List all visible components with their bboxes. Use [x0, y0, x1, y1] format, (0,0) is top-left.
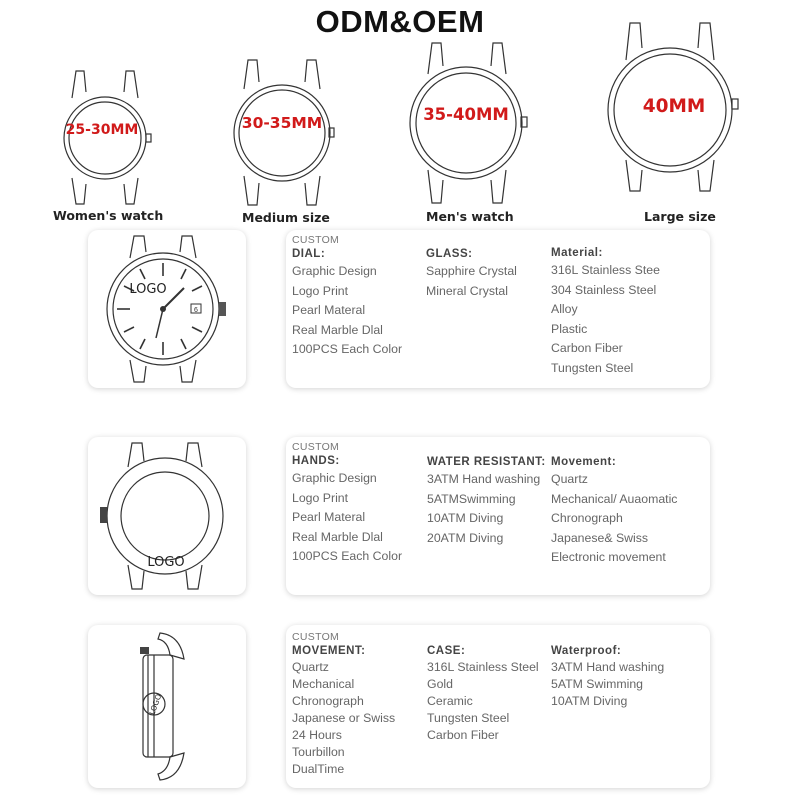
watch-outline-large: [600, 20, 750, 195]
hands-option: Logo Print: [292, 490, 349, 505]
movement-option: Quartz: [551, 472, 588, 486]
movement-custom-option: DualTime: [292, 762, 345, 776]
hands-image-card: [88, 437, 246, 595]
dial-column: [292, 234, 402, 360]
glass-heading: GLASS:: [426, 248, 473, 260]
movement-column: [551, 454, 677, 568]
dial-spec-card: [286, 230, 710, 388]
water-resistant-option: 10ATM Diving: [427, 511, 504, 525]
material-option: Alloy: [551, 302, 578, 316]
movement-option: Mechanical/ Auaomatic: [551, 491, 678, 506]
size-label-large: Large size: [644, 209, 716, 224]
water-resistant-option: 5ATMSwimming: [427, 491, 516, 506]
water-resistant-column: [427, 454, 546, 548]
material-option: Plastic: [551, 321, 588, 336]
watch-outline-men: [402, 38, 534, 208]
watch-case-illustration: [88, 437, 246, 595]
movement-custom-option: Japanese or Swiss: [292, 711, 396, 725]
size-range-large: 40MM: [642, 96, 706, 117]
side-logo-text: LOGO: [147, 692, 164, 717]
watch-side-illustration: [88, 625, 246, 788]
case-column: [427, 643, 539, 744]
movement-custom-option: Quartz: [292, 660, 329, 674]
glass-column: [426, 246, 517, 301]
hands-option: 100PCS Each Color: [292, 549, 403, 563]
waterproof-heading: Waterproof:: [551, 645, 622, 657]
hands-spec-card: [286, 437, 710, 595]
size-label-men: Men's watch: [426, 209, 514, 224]
dial-option: Real Marble Dlal: [292, 322, 383, 337]
size-range-medium: 30-35MM: [241, 114, 323, 132]
size-range-men: 35-40MM: [423, 105, 509, 124]
movement-image-card: [88, 625, 246, 788]
svg-text:6: 6: [194, 307, 198, 314]
glass-option: Mineral Crystal: [426, 283, 508, 298]
material-heading: Material:: [551, 247, 603, 259]
size-range-women: 25-30MM: [65, 122, 139, 138]
movement-custom-column: [292, 631, 395, 778]
movement-custom-option: Mechanical: [292, 677, 355, 691]
movement-option: Japanese& Swiss: [551, 530, 649, 545]
glass-option: Sapphire Crystal: [426, 264, 517, 278]
size-label-medium: Medium size: [242, 210, 330, 225]
size-label-women: Women's watch: [53, 208, 164, 223]
dial-logo-text: LOGO: [129, 282, 167, 297]
watch-outline-women: [50, 68, 160, 208]
case-logo-text: LOGO: [147, 555, 185, 570]
dial-option: 100PCS Each Color: [292, 342, 403, 356]
watch-dial-illustration: [88, 230, 246, 388]
dial-heading: DIAL:: [292, 248, 326, 260]
water-resistant-heading: WATER RESISTANT:: [427, 456, 546, 468]
material-option: 316L Stainless Stee: [551, 263, 660, 277]
movement-spec-card: [286, 625, 710, 788]
dial-custom-label: CUSTOM: [292, 234, 340, 246]
hands-column: [292, 441, 402, 567]
hands-custom-label: CUSTOM: [292, 441, 340, 453]
waterproof-option: 3ATM Hand washing: [551, 660, 665, 674]
material-column: [551, 245, 660, 378]
dial-option: Graphic Design: [292, 264, 377, 278]
material-option: 304 Stainless Steel: [551, 282, 657, 297]
movement-custom-option: Tourbillon: [292, 745, 345, 759]
waterproof-option: 5ATM Swimming: [551, 677, 644, 691]
hands-heading: HANDS:: [292, 455, 340, 467]
case-heading: CASE:: [427, 645, 466, 657]
case-option: 316L Stainless Steel: [427, 660, 539, 674]
material-option: Carbon Fiber: [551, 341, 623, 355]
page-title: ODM&OEM: [315, 4, 485, 39]
case-option: Ceramic: [427, 694, 473, 708]
dial-option: Pearl Materal: [292, 303, 366, 317]
watch-sizes-row: [0, 0, 800, 230]
hands-option: Pearl Materal: [292, 510, 366, 524]
movement-custom-label: CUSTOM: [292, 631, 340, 643]
waterproof-column: [551, 643, 664, 710]
water-resistant-option: 3ATM Hand washing: [427, 472, 541, 486]
dial-option: Logo Print: [292, 283, 349, 298]
movement-heading: Movement:: [551, 456, 617, 468]
case-option: Tungsten Steel: [427, 711, 510, 725]
movement-custom-option: Chronograph: [292, 694, 364, 708]
movement-option: Electronic movement: [551, 550, 666, 564]
dial-image-card: [88, 230, 246, 388]
watch-outline-medium: [222, 55, 342, 210]
movement-custom-option: 24 Hours: [292, 728, 342, 742]
material-option: Tungsten Steel: [551, 360, 634, 375]
hands-option: Graphic Design: [292, 471, 377, 485]
case-option: Gold: [427, 677, 453, 691]
hands-option: Real Marble Dlal: [292, 529, 383, 544]
case-option: Carbon Fiber: [427, 728, 499, 742]
movement-option: Chronograph: [551, 511, 623, 525]
movement-custom-heading: MOVEMENT:: [292, 645, 366, 657]
water-resistant-option: 20ATM Diving: [427, 530, 504, 545]
waterproof-option: 10ATM Diving: [551, 694, 628, 708]
